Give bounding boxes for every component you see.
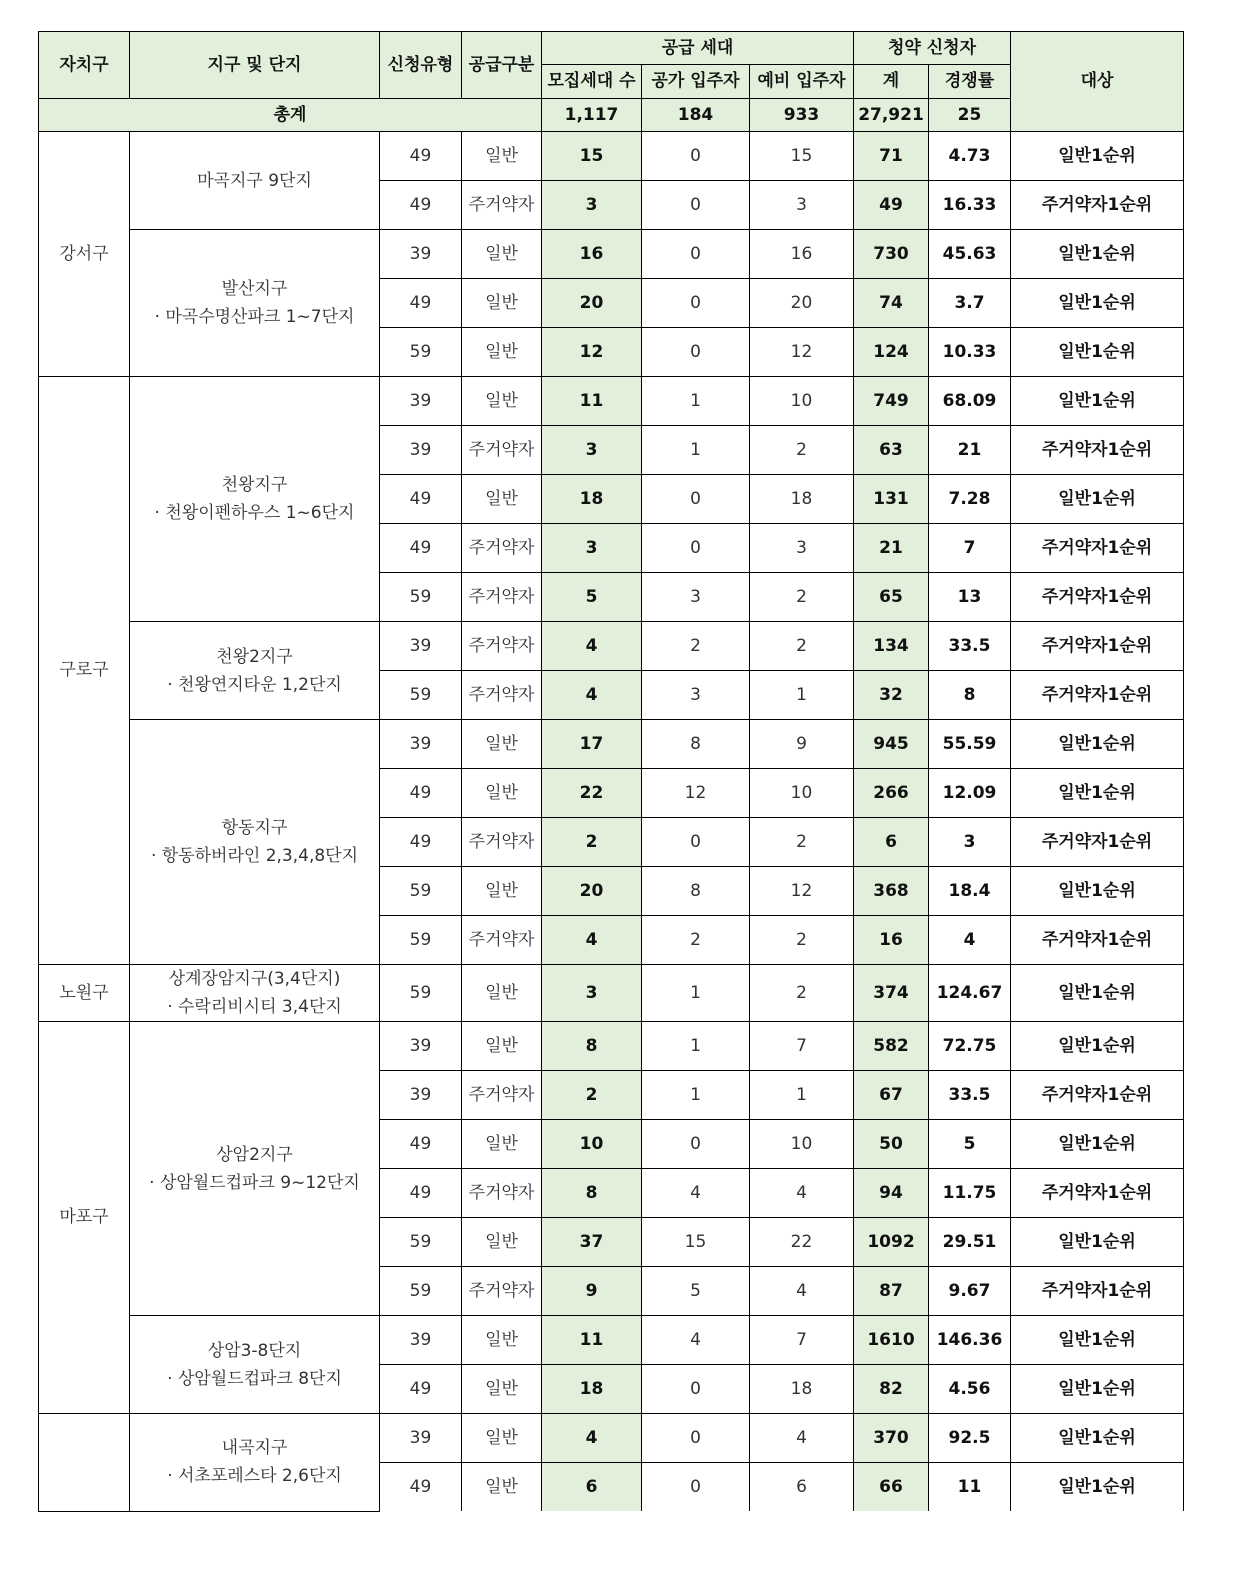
vacant-cell: 1 (642, 965, 750, 1022)
reserve-cell: 18 (750, 475, 854, 524)
recruit-cell: 3 (542, 181, 642, 230)
recruit-cell: 20 (542, 279, 642, 328)
category-cell: 주거약자 (462, 622, 542, 671)
target-cell: 일반1순위 (1011, 328, 1184, 377)
rate-cell: 10.33 (929, 328, 1011, 377)
type-cell: 49 (380, 769, 462, 818)
applicants-cell: 266 (854, 769, 929, 818)
header-applicants-total: 계 (854, 65, 929, 99)
type-cell: 49 (380, 132, 462, 181)
vacant-cell: 1 (642, 377, 750, 426)
applicants-cell: 749 (854, 377, 929, 426)
rate-cell: 3.7 (929, 279, 1011, 328)
header-district: 자치구 (39, 32, 130, 99)
category-cell: 일반 (462, 230, 542, 279)
recruit-cell: 10 (542, 1120, 642, 1169)
vacant-cell: 4 (642, 1169, 750, 1218)
applicants-cell: 65 (854, 573, 929, 622)
applicants-cell: 32 (854, 671, 929, 720)
recruit-cell: 11 (542, 1316, 642, 1365)
rate-cell: 4.56 (929, 1365, 1011, 1414)
category-cell: 일반 (462, 1316, 542, 1365)
applicants-cell: 124 (854, 328, 929, 377)
type-cell: 49 (380, 1120, 462, 1169)
target-cell: 일반1순위 (1011, 1120, 1184, 1169)
type-cell: 59 (380, 1267, 462, 1316)
table-row (39, 230, 1184, 279)
applicants-cell: 368 (854, 867, 929, 916)
reserve-cell: 1 (750, 671, 854, 720)
site-name: 천왕2지구 (216, 646, 293, 667)
target-cell: 일반1순위 (1011, 230, 1184, 279)
vacant-cell: 3 (642, 573, 750, 622)
header-type: 신청유형 (380, 32, 462, 99)
site-name: 마곡지구 9단지 (197, 170, 312, 191)
site-name: 상계장암지구(3,4단지) (168, 969, 341, 989)
vacant-cell: 0 (642, 818, 750, 867)
category-cell: 주거약자 (462, 671, 542, 720)
applicants-cell: 87 (854, 1267, 929, 1316)
reserve-cell: 16 (750, 230, 854, 279)
target-cell: 주거약자1순위 (1011, 818, 1184, 867)
header-supply-recruit: 모집세대 수 (542, 65, 642, 99)
vacant-cell: 0 (642, 524, 750, 573)
target-cell: 주거약자1순위 (1011, 426, 1184, 475)
rate-cell: 16.33 (929, 181, 1011, 230)
target-cell: 주거약자1순위 (1011, 181, 1184, 230)
recruit-cell: 4 (542, 671, 642, 720)
district-cell: 강서구 (39, 132, 130, 377)
category-cell: 주거약자 (462, 1169, 542, 1218)
reserve-cell: 2 (750, 426, 854, 475)
target-cell: 일반1순위 (1011, 475, 1184, 524)
recruit-cell: 3 (542, 426, 642, 475)
target-cell: 일반1순위 (1011, 965, 1184, 1022)
applicants-cell: 1610 (854, 1316, 929, 1365)
reserve-cell: 10 (750, 769, 854, 818)
rate-cell: 3 (929, 818, 1011, 867)
reserve-cell: 6 (750, 1463, 854, 1512)
site-name: 상암2지구 (216, 1144, 293, 1165)
applicants-cell: 67 (854, 1071, 929, 1120)
site-complex: · 상암월드컵파크 9~12단지 (149, 1172, 360, 1193)
applicants-cell: 6 (854, 818, 929, 867)
table-row (39, 132, 1184, 181)
type-cell: 39 (380, 1071, 462, 1120)
recruit-cell: 37 (542, 1218, 642, 1267)
total-vacant: 184 (642, 99, 750, 132)
type-cell: 59 (380, 965, 462, 1022)
category-cell: 일반 (462, 377, 542, 426)
rate-cell: 33.5 (929, 622, 1011, 671)
applicants-cell: 374 (854, 965, 929, 1022)
district-cell: 노원구 (39, 965, 130, 1022)
reserve-cell: 2 (750, 818, 854, 867)
type-cell: 49 (380, 524, 462, 573)
table-row (39, 965, 1184, 1022)
recruit-cell: 4 (542, 1414, 642, 1463)
category-cell: 일반 (462, 328, 542, 377)
reserve-cell: 4 (750, 1267, 854, 1316)
rate-cell: 18.4 (929, 867, 1011, 916)
reserve-cell: 20 (750, 279, 854, 328)
recruit-cell: 6 (542, 1463, 642, 1512)
recruit-cell: 12 (542, 328, 642, 377)
reserve-cell: 22 (750, 1218, 854, 1267)
vacant-cell: 1 (642, 1071, 750, 1120)
category-cell: 주거약자 (462, 524, 542, 573)
vacant-cell: 8 (642, 720, 750, 769)
housing-application-table (38, 31, 1184, 1512)
target-cell: 일반1순위 (1011, 769, 1184, 818)
site-name: 천왕지구 (221, 475, 288, 495)
rate-cell: 33.5 (929, 1071, 1011, 1120)
target-cell: 일반1순위 (1011, 1414, 1184, 1463)
type-cell: 39 (380, 1316, 462, 1365)
header-site: 지구 및 단지 (130, 32, 380, 99)
district-cell: 마포구 (39, 1022, 130, 1414)
applicants-cell: 16 (854, 916, 929, 965)
type-cell: 39 (380, 1022, 462, 1071)
reserve-cell: 2 (750, 573, 854, 622)
site-cell (130, 622, 380, 720)
applicants-cell: 131 (854, 475, 929, 524)
category-cell: 주거약자 (462, 818, 542, 867)
site-complex: · 서초포레스타 2,6단지 (167, 1466, 342, 1487)
type-cell: 59 (380, 867, 462, 916)
target-cell: 일반1순위 (1011, 720, 1184, 769)
category-cell: 일반 (462, 132, 542, 181)
rate-cell: 29.51 (929, 1218, 1011, 1267)
type-cell: 49 (380, 1365, 462, 1414)
applicants-cell: 370 (854, 1414, 929, 1463)
category-cell: 일반 (462, 1218, 542, 1267)
recruit-cell: 5 (542, 573, 642, 622)
applicants-cell: 94 (854, 1169, 929, 1218)
type-cell: 49 (380, 475, 462, 524)
reserve-cell: 18 (750, 1365, 854, 1414)
type-cell: 49 (380, 1463, 462, 1512)
rate-cell: 5 (929, 1120, 1011, 1169)
total-reserve: 933 (750, 99, 854, 132)
type-cell: 49 (380, 279, 462, 328)
reserve-cell: 1 (750, 1071, 854, 1120)
applicants-cell: 730 (854, 230, 929, 279)
type-cell: 39 (380, 230, 462, 279)
category-cell: 일반 (462, 867, 542, 916)
reserve-cell: 7 (750, 1022, 854, 1071)
site-complex: · 천왕연지타운 1,2단지 (167, 674, 342, 695)
applicants-cell: 582 (854, 1022, 929, 1071)
category-cell: 일반 (462, 965, 542, 1022)
rate-cell: 21 (929, 426, 1011, 475)
recruit-cell: 11 (542, 377, 642, 426)
district-cell: 구로구 (39, 377, 130, 965)
applicants-cell: 74 (854, 279, 929, 328)
reserve-cell: 15 (750, 132, 854, 181)
rate-cell: 72.75 (929, 1022, 1011, 1071)
total-recruit: 1,117 (542, 99, 642, 132)
recruit-cell: 4 (542, 916, 642, 965)
category-cell: 일반 (462, 279, 542, 328)
recruit-cell: 17 (542, 720, 642, 769)
applicants-cell: 66 (854, 1463, 929, 1512)
vacant-cell: 0 (642, 328, 750, 377)
header-supply-group: 공급 세대 (542, 32, 854, 65)
site-cell (130, 1414, 380, 1512)
table-row (39, 377, 1184, 426)
header-applicants-rate: 경쟁률 (929, 65, 1011, 99)
site-cell (130, 1316, 380, 1414)
rate-cell: 146.36 (929, 1316, 1011, 1365)
target-cell: 일반1순위 (1011, 279, 1184, 328)
type-cell: 39 (380, 622, 462, 671)
type-cell: 49 (380, 818, 462, 867)
table-row (39, 720, 1184, 769)
recruit-cell: 9 (542, 1267, 642, 1316)
category-cell: 주거약자 (462, 916, 542, 965)
category-cell: 일반 (462, 1120, 542, 1169)
recruit-cell: 2 (542, 1071, 642, 1120)
target-cell: 주거약자1순위 (1011, 573, 1184, 622)
header-category: 공급구분 (462, 32, 542, 99)
reserve-cell: 4 (750, 1414, 854, 1463)
target-cell: 일반1순위 (1011, 1022, 1184, 1071)
applicants-cell: 71 (854, 132, 929, 181)
reserve-cell: 2 (750, 916, 854, 965)
reserve-cell: 12 (750, 328, 854, 377)
recruit-cell: 3 (542, 965, 642, 1022)
reserve-cell: 4 (750, 1169, 854, 1218)
type-cell: 59 (380, 573, 462, 622)
header-row-1 (39, 32, 1184, 65)
category-cell: 주거약자 (462, 1267, 542, 1316)
site-cell (130, 377, 380, 622)
vacant-cell: 0 (642, 132, 750, 181)
target-cell: 주거약자1순위 (1011, 524, 1184, 573)
vacant-cell: 0 (642, 1120, 750, 1169)
reserve-cell: 10 (750, 1120, 854, 1169)
vacant-cell: 8 (642, 867, 750, 916)
rate-cell: 13 (929, 573, 1011, 622)
site-name: 발산지구 (221, 279, 288, 299)
vacant-cell: 1 (642, 426, 750, 475)
target-cell: 일반1순위 (1011, 1218, 1184, 1267)
type-cell: 59 (380, 328, 462, 377)
header-supply-reserve: 예비 입주자 (750, 65, 854, 99)
site-cell (130, 1022, 380, 1316)
reserve-cell: 7 (750, 1316, 854, 1365)
category-cell: 일반 (462, 769, 542, 818)
reserve-cell: 9 (750, 720, 854, 769)
applicants-cell: 50 (854, 1120, 929, 1169)
recruit-cell: 4 (542, 622, 642, 671)
target-cell: 일반1순위 (1011, 867, 1184, 916)
site-complex: · 천왕이펜하우스 1~6단지 (154, 503, 355, 523)
target-cell: 일반1순위 (1011, 132, 1184, 181)
applicants-cell: 63 (854, 426, 929, 475)
site-cell (130, 965, 380, 1022)
site-cell (130, 230, 380, 377)
recruit-cell: 18 (542, 1365, 642, 1414)
vacant-cell: 0 (642, 475, 750, 524)
vacant-cell: 15 (642, 1218, 750, 1267)
target-cell: 일반1순위 (1011, 377, 1184, 426)
vacant-cell: 3 (642, 671, 750, 720)
type-cell: 39 (380, 1414, 462, 1463)
target-cell: 일반1순위 (1011, 1463, 1184, 1512)
vacant-cell: 2 (642, 622, 750, 671)
category-cell: 주거약자 (462, 573, 542, 622)
table-row (39, 1022, 1184, 1071)
site-name: 내곡지구 (221, 1438, 288, 1459)
vacant-cell: 0 (642, 1463, 750, 1512)
recruit-cell: 22 (542, 769, 642, 818)
reserve-cell: 2 (750, 622, 854, 671)
applicants-cell: 21 (854, 524, 929, 573)
table-row (39, 622, 1184, 671)
category-cell: 일반 (462, 720, 542, 769)
target-cell: 주거약자1순위 (1011, 1169, 1184, 1218)
category-cell: 일반 (462, 1414, 542, 1463)
vacant-cell: 1 (642, 1022, 750, 1071)
vacant-cell: 0 (642, 181, 750, 230)
target-cell: 주거약자1순위 (1011, 671, 1184, 720)
target-cell: 일반1순위 (1011, 1316, 1184, 1365)
rate-cell: 9.67 (929, 1267, 1011, 1316)
header-applicants-group: 청약 신청자 (854, 32, 1011, 65)
reserve-cell: 3 (750, 181, 854, 230)
vacant-cell: 0 (642, 279, 750, 328)
recruit-cell: 16 (542, 230, 642, 279)
rate-cell: 55.59 (929, 720, 1011, 769)
vacant-cell: 0 (642, 1365, 750, 1414)
reserve-cell: 3 (750, 524, 854, 573)
category-cell: 일반 (462, 475, 542, 524)
vacant-cell: 4 (642, 1316, 750, 1365)
reserve-cell: 10 (750, 377, 854, 426)
vacant-cell: 2 (642, 916, 750, 965)
site-name: 상암3-8단지 (207, 1340, 302, 1361)
type-cell: 49 (380, 181, 462, 230)
header-supply-vacant: 공가 입주자 (642, 65, 750, 99)
target-cell: 일반1순위 (1011, 1365, 1184, 1414)
total-rate: 25 (929, 99, 1011, 132)
applicants-cell: 82 (854, 1365, 929, 1414)
site-cell (130, 720, 380, 965)
table-row (39, 1316, 1184, 1365)
applicants-cell: 1092 (854, 1218, 929, 1267)
recruit-cell: 20 (542, 867, 642, 916)
category-cell: 일반 (462, 1022, 542, 1071)
total-applicants: 27,921 (854, 99, 929, 132)
type-cell: 39 (380, 720, 462, 769)
reserve-cell: 12 (750, 867, 854, 916)
recruit-cell: 15 (542, 132, 642, 181)
recruit-cell: 8 (542, 1169, 642, 1218)
site-name: 항동지구 (221, 818, 288, 838)
rate-cell: 7 (929, 524, 1011, 573)
type-cell: 59 (380, 1218, 462, 1267)
rate-cell: 92.5 (929, 1414, 1011, 1463)
rate-cell: 4.73 (929, 132, 1011, 181)
vacant-cell: 12 (642, 769, 750, 818)
recruit-cell: 18 (542, 475, 642, 524)
type-cell: 39 (380, 377, 462, 426)
site-complex: · 상암월드컵파크 8단지 (167, 1368, 342, 1389)
site-cell (130, 132, 380, 230)
recruit-cell: 8 (542, 1022, 642, 1071)
category-cell: 일반 (462, 1463, 542, 1512)
target-cell: 주거약자1순위 (1011, 1267, 1184, 1316)
site-complex: · 마곡수명산파크 1~7단지 (154, 307, 355, 327)
total-label: 총계 (39, 99, 542, 132)
target-cell: 주거약자1순위 (1011, 1071, 1184, 1120)
type-cell: 39 (380, 426, 462, 475)
category-cell: 주거약자 (462, 1071, 542, 1120)
category-cell: 일반 (462, 1365, 542, 1414)
vacant-cell: 0 (642, 1414, 750, 1463)
target-cell: 주거약자1순위 (1011, 622, 1184, 671)
header-target: 대상 (1011, 32, 1184, 132)
recruit-cell: 2 (542, 818, 642, 867)
applicants-cell: 49 (854, 181, 929, 230)
type-cell: 59 (380, 916, 462, 965)
reserve-cell: 2 (750, 965, 854, 1022)
target-cell: 주거약자1순위 (1011, 916, 1184, 965)
table-row (39, 1414, 1184, 1463)
type-cell: 59 (380, 671, 462, 720)
applicants-cell: 945 (854, 720, 929, 769)
rate-cell: 4 (929, 916, 1011, 965)
site-complex: · 수락리비시티 3,4단지 (167, 997, 342, 1017)
district-cell (39, 1414, 130, 1512)
category-cell: 주거약자 (462, 181, 542, 230)
rate-cell: 8 (929, 671, 1011, 720)
applicants-cell: 134 (854, 622, 929, 671)
category-cell: 주거약자 (462, 426, 542, 475)
rate-cell: 124.67 (929, 965, 1011, 1022)
recruit-cell: 3 (542, 524, 642, 573)
type-cell: 49 (380, 1169, 462, 1218)
rate-cell: 11 (929, 1463, 1011, 1512)
site-complex: · 항동하버라인 2,3,4,8단지 (150, 846, 359, 866)
rate-cell: 12.09 (929, 769, 1011, 818)
rate-cell: 68.09 (929, 377, 1011, 426)
rate-cell: 45.63 (929, 230, 1011, 279)
rate-cell: 7.28 (929, 475, 1011, 524)
vacant-cell: 5 (642, 1267, 750, 1316)
vacant-cell: 0 (642, 230, 750, 279)
rate-cell: 11.75 (929, 1169, 1011, 1218)
